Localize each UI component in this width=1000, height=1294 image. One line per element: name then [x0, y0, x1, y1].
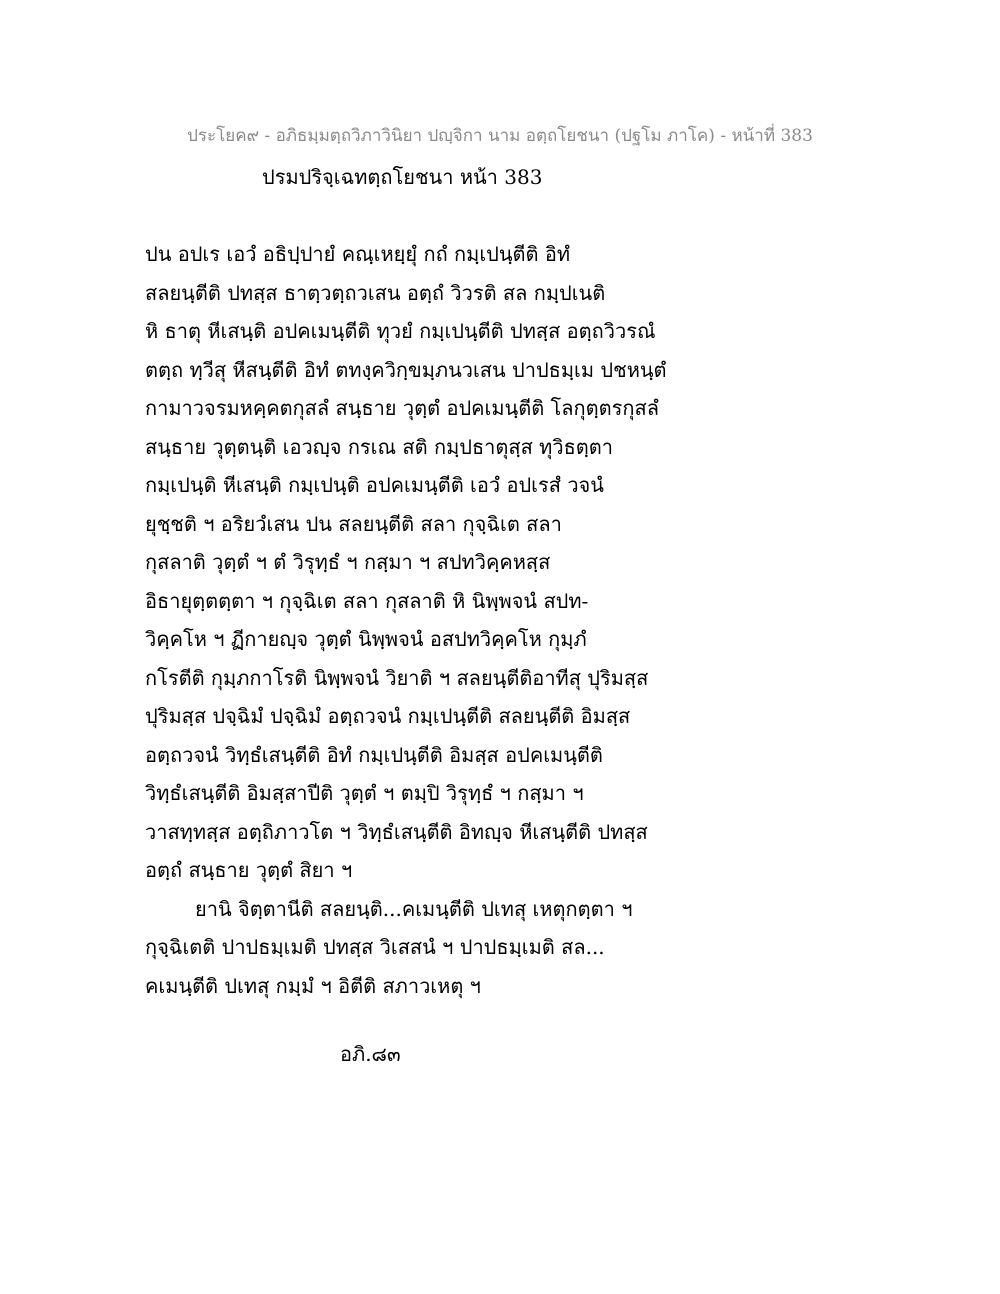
text-line: กามาวจรมหคฺคตกุสลํ สนฺธาย วุตฺตํ อปคเมนฺตีติ โลกุตฺตรกุสลํ	[145, 396, 659, 420]
text-line: สนฺธาย วุตฺตนฺติ เอวญฺจ กรเณ สติ กมฺปธาตุสฺส ทุวิธตฺตา	[145, 434, 613, 459]
body-text	[145, 235, 865, 1005]
page-footer-code: อภิ.๘๓	[340, 1042, 401, 1066]
running-header: ประโยค๙ - อภิธมฺมตฺถวิภาวินิยา ปญฺจิกา นาม อตฺถโยชนา (ปฐโม ภาโค) - หน้าที่ 383	[187, 126, 813, 146]
text-line: กโรตีติ กุมฺภกาโรติ นิพฺพจนํ วิยาติ ฯ สลยนฺตีติอาทีสุ ปุริมสฺส	[145, 665, 649, 690]
page-title: ปรมปริจฺเฉทตฺถโยชนา หน้า 383	[262, 165, 543, 189]
text-line: กุสลาติ วุตฺตํ ฯ ตํ วิรุทฺธํ ฯ กสฺมา ฯ สปทวิคฺคหสฺส	[145, 550, 551, 574]
text-line: วิทฺธํเสนฺตีติ อิมสฺสาปีติ วุตฺตํ ฯ ตมฺปิ วิรุทฺธํ ฯ กสฺมา ฯ	[145, 781, 584, 805]
text-line: กุจฺฉิเตติ ปาปธมฺเมติ ปทสฺส วิเสสนํ ฯ ปาปธมฺเมติ สล...	[145, 935, 605, 959]
text-line: ปน อปเร เอวํ อธิปฺปายํ คณฺเหยฺยุํ กถํ กมฺเปนฺตีติ อิทํ	[145, 242, 571, 266]
paragraph-start-line: ยานิ จิตฺตานีติ สลยนฺติ...คเมนฺตีติ ปเทสุ เหตุกตฺตา ฯ	[195, 896, 633, 921]
text-line: กมฺเปนฺติ หีเสนฺติ กมฺเปนฺติ อปคเมนฺตีติ เอวํ อปเรสํ วจนํ	[145, 473, 604, 497]
text-line: ยุชฺชติ ฯ อริยวํเสน ปน สลยนฺตีติ สลา กุจฺฉิเต สลา	[145, 511, 562, 536]
text-line: วาสทฺทสฺส อตฺถิภาวโต ฯ วิทฺธํเสนฺตีติ อิทญฺจ หีเสนฺตีติ ปทสฺส	[145, 819, 648, 844]
text-line: หิ ธาตุ หีเสนฺติ อปคเมนฺตีติ ทุวยํ กมฺเปนฺตีติ ปทสฺส อตฺถวิวรณํ	[145, 319, 656, 343]
text-line: ปุริมสฺส ปจฺฉิมํ ปจฺฉิมํ อตฺถวจนํ กมฺเปนฺตีติ สลยนฺตีติ อิมสฺส	[145, 704, 631, 728]
text-line: คเมนฺตีติ ปเทสุ กมฺมํ ฯ อิตีติ สภาวเหตุ ฯ	[145, 973, 481, 998]
text-line: อตฺถํ สนฺธาย วุตฺตํ สิยา ฯ	[145, 858, 353, 882]
text-line: วิคฺคโห ฯ ฏีกายญฺจ วุตฺตํ นิพฺพจนํ อสปทวิคฺคโห กุมฺภํ	[145, 627, 587, 651]
text-line: อตฺถวจนํ วิทฺธํเสนฺตีติ อิทํ กมฺเปนฺตีติ อิมสฺส อปคเมนฺตีติ	[145, 742, 603, 767]
text-line: สลยนฺตีติ ปทสฺส ธาตฺวตฺถวเสน อตฺถํ วิวรติ สล กมฺปเนติ	[145, 280, 606, 305]
text-line: อิธายุตฺตตฺตา ฯ กุจฺฉิเต สลา กุสลาติ หิ นิพฺพจนํ สปท-	[145, 588, 589, 613]
text-line: ตตฺถ ทฺวีสุ หีสนฺตีติ อิทํ ตทงฺควิกฺขมฺภนวเสน ปาปธมฺเม ปชหนฺตํ	[145, 357, 667, 382]
